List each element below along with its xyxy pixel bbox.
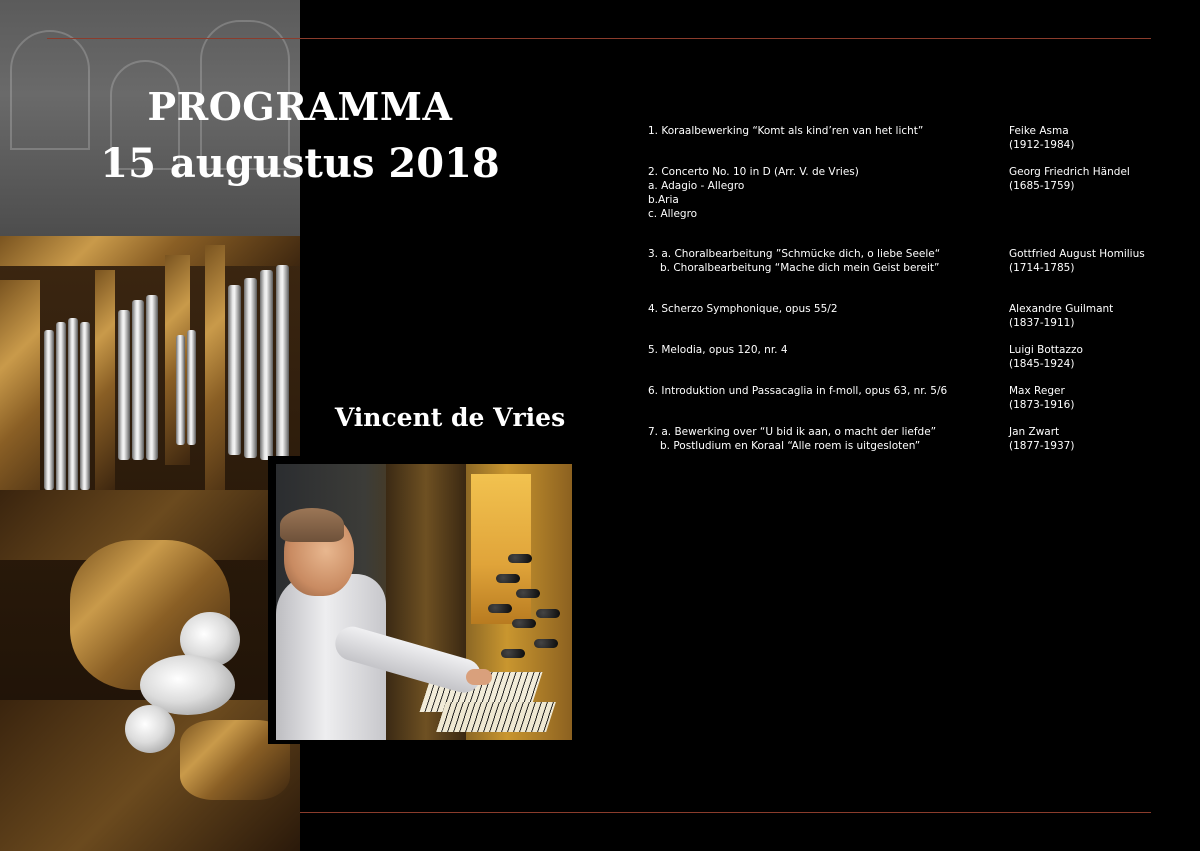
program-work-title: 4. Scherzo Symphonique, opus 55/2 [648, 303, 838, 315]
composer-years: (1873-1916) [1009, 399, 1075, 411]
composer-name: Georg Friedrich Händel [1009, 166, 1130, 178]
composer-name: Gottfried August Homilius [1009, 248, 1145, 260]
program-work-title: 2. Concerto No. 10 in D (Arr. V. de Vries) [648, 166, 859, 178]
performer-name: Vincent de Vries [334, 403, 566, 432]
composer-name: Feike Asma [1009, 125, 1069, 137]
program-movement: a. Adagio - Allegro [648, 180, 745, 192]
program-movement: b.Aria [648, 194, 679, 206]
composer-years: (1714-1785) [1009, 262, 1075, 274]
program-work-title: 6. Introduktion und Passacaglia in f-moll, opus 63, nr. 5/6 [648, 385, 948, 397]
program-work-title: 3. a. Choralbearbeitung ”Schmücke dich, o liebe Seele“ [648, 248, 941, 260]
composer-name: Max Reger [1009, 385, 1065, 397]
composer-years: (1877-1937) [1009, 440, 1075, 452]
concert-date: 15 augustus 2018 [100, 140, 500, 187]
program-movement: c. Allegro [648, 208, 698, 220]
composer-name: Alexandre Guilmant [1009, 303, 1114, 315]
composer-years: (1912-1984) [1009, 139, 1075, 151]
program-work-title: b. Choralbearbeitung “Mache dich mein Geist bereit” [660, 262, 940, 274]
program-work-title: b. Postludium en Koraal “Alle roem is uitgesloten” [660, 440, 921, 452]
program-work-title: 1. Koraalbewerking “Komt als kind’ren van het licht” [648, 125, 924, 137]
top-rule [47, 38, 1151, 39]
bottom-rule [300, 812, 1151, 813]
composer-years: (1837-1911) [1009, 317, 1075, 329]
composer-name: Luigi Bottazzo [1009, 344, 1083, 356]
program-work-title: 5. Melodia, opus 120, nr. 4 [648, 344, 788, 356]
composer-name: Jan Zwart [1009, 426, 1060, 438]
program-work-title: 7. a. Bewerking over “U bid ik aan, o macht der liefde” [648, 426, 937, 438]
performer-photo [276, 464, 572, 740]
composer-years: (1685-1759) [1009, 180, 1075, 192]
page-title: PROGRAMMA [147, 84, 453, 129]
composer-years: (1845-1924) [1009, 358, 1075, 370]
